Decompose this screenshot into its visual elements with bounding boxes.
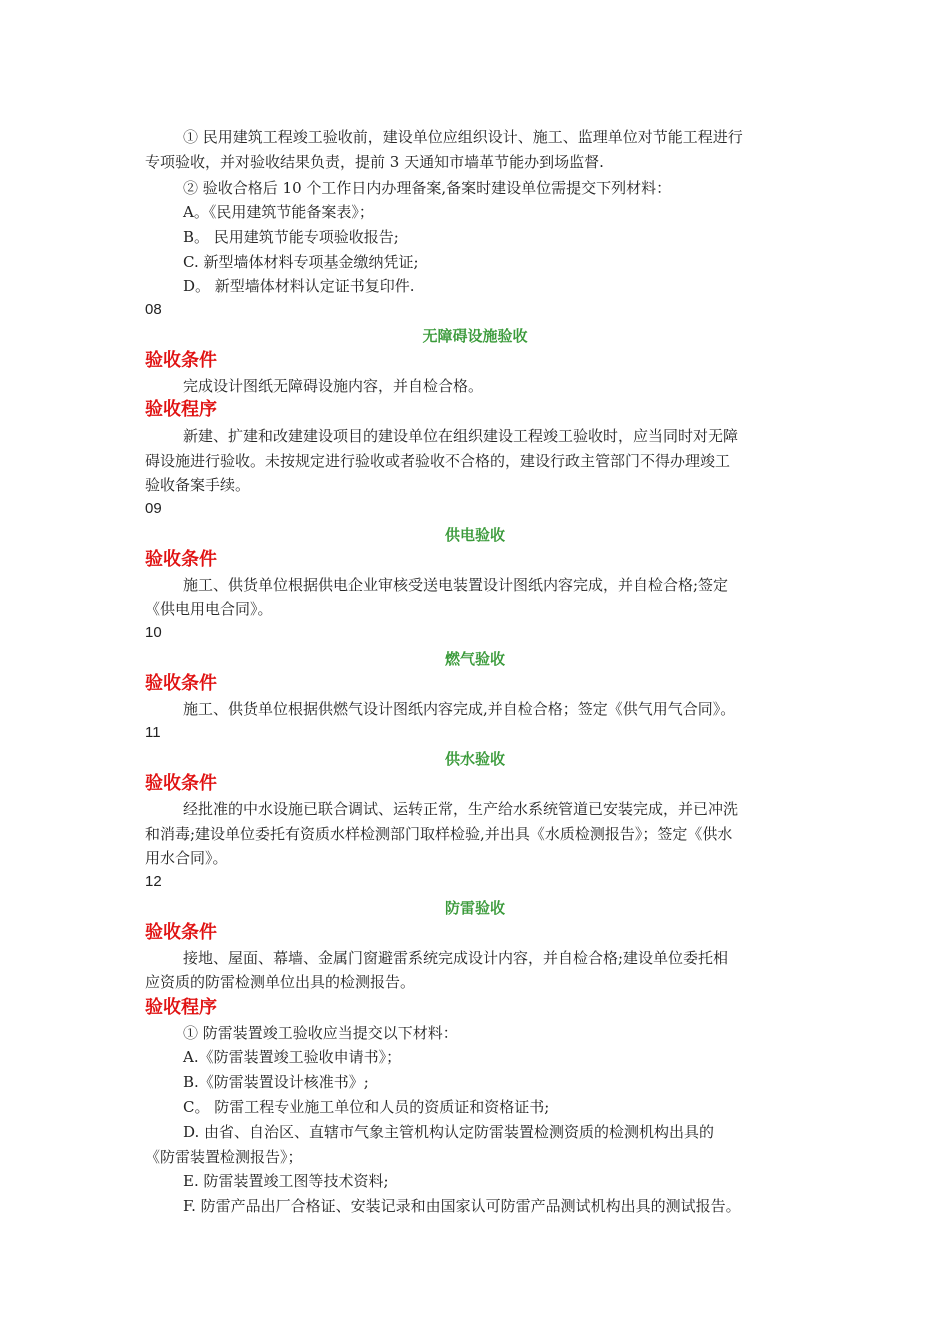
- intro-line-2: 专项验收，并对验收结果负责，提前 3 天通知市墙革节能办到场监督.: [145, 153, 604, 171]
- condition-text: 施工、供货单位根据供燃气设计图纸内容完成,并自检合格；签定《供气用气合同》。: [183, 700, 736, 718]
- condition-label: 验收条件: [145, 350, 217, 371]
- condition-text-2: 《供电用电合同》。: [145, 600, 273, 618]
- procedure-item-a: A.《防雷装置竣工验收申请书》；: [183, 1048, 402, 1066]
- section-number: 12: [145, 873, 162, 890]
- intro-item-a: A。《民用建筑节能备案表》；: [183, 203, 374, 221]
- intro-item-d: D。 新型墙体材料认定证书复印件.: [183, 277, 415, 295]
- condition-label: 验收条件: [145, 773, 217, 794]
- procedure-item-d-1: D. 由省、自治区、直辖市气象主管机构认定防雷装置检测资质的检测机构出具的: [183, 1123, 715, 1141]
- intro-item-b: B。 民用建筑节能专项验收报告;: [183, 228, 399, 246]
- section-title: 供水验收: [444, 750, 505, 768]
- condition-text-2: 和消毒;建设单位委托有资质水样检测部门取样检验,并出具《水质检测报告》；签定《供水: [145, 825, 733, 843]
- procedure-text-3: 验收备案手续。: [145, 476, 251, 494]
- condition-text: 完成设计图纸无障碍设施内容，并自检合格。: [183, 377, 484, 395]
- intro-line-3: ② 验收合格后 10 个工作日内办理备案,备案时建设单位需提交下列材料：: [183, 179, 672, 197]
- condition-text-3: 用水合同》。: [145, 849, 228, 867]
- procedure-item-f: F. 防雷产品出厂合格证、安装记录和由国家认可防雷产品测试机构出具的测试报告。: [183, 1197, 741, 1215]
- intro-item-c: C. 新型墙体材料专项基金缴纳凭证;: [183, 253, 419, 271]
- procedure-item-c: C。 防雷工程专业施工单位和人员的资质证和资格证书;: [183, 1098, 550, 1116]
- condition-label: 验收条件: [145, 549, 217, 570]
- section-title: 燃气验收: [444, 650, 505, 668]
- section-title: 无障碍设施验收: [422, 327, 528, 345]
- section-title: 防雷验收: [444, 899, 505, 917]
- procedure-text-1: 新建、扩建和改建建设项目的建设单位在组织建设工程竣工验收时，应当同时对无障: [183, 427, 739, 445]
- procedure-item-b: B.《防雷装置设计核准书》;: [183, 1073, 369, 1091]
- condition-text-1: 接地、屋面、幕墙、金属门窗避雷系统完成设计内容，并自检合格;建设单位委托相: [183, 949, 729, 967]
- condition-text-2: 应资质的防雷检测单位出具的检测报告。: [145, 973, 416, 991]
- section-number: 10: [145, 624, 162, 641]
- procedure-label: 验收程序: [145, 997, 217, 1018]
- procedure-text-2: 碍设施进行验收。未按规定进行验收或者验收不合格的，建设行政主管部门不得办理竣工: [145, 452, 731, 470]
- procedure-intro: ① 防雷装置竣工验收应当提交以下材料：: [183, 1024, 458, 1042]
- section-number: 08: [145, 301, 162, 318]
- section-title: 供电验收: [444, 526, 505, 544]
- section-number: 09: [145, 500, 162, 517]
- section-number: 11: [145, 724, 161, 741]
- condition-label: 验收条件: [145, 922, 217, 943]
- procedure-label: 验收程序: [145, 399, 217, 420]
- intro-line-1: ① 民用建筑工程竣工验收前，建设单位应组织设计、施工、监理单位对节能工程进行: [183, 128, 743, 146]
- condition-label: 验收条件: [145, 673, 217, 694]
- condition-text-1: 经批准的中水设施已联合调试、运转正常，生产给水系统管道已安装完成，并已冲洗: [183, 800, 739, 818]
- condition-text-1: 施工、供货单位根据供电企业审核受送电装置设计图纸内容完成，并自检合格;签定: [183, 576, 729, 594]
- procedure-item-e: E. 防雷装置竣工图等技术资料;: [183, 1172, 389, 1190]
- procedure-item-d-2: 《防雷装置检测报告》；: [145, 1148, 303, 1166]
